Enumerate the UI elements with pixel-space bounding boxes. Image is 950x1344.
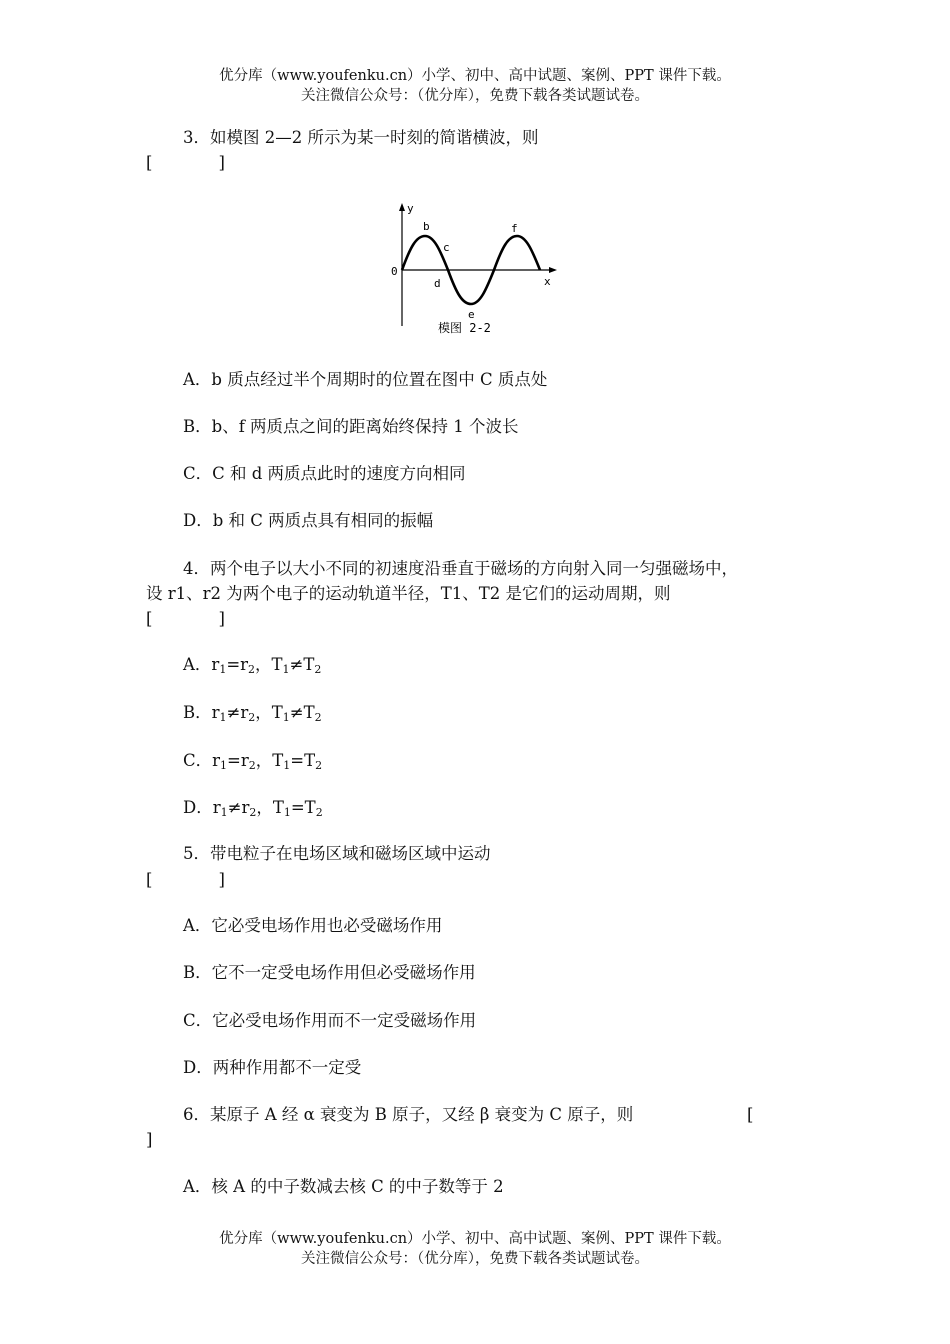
- footer-line-1: 优分库（www.youfenku.cn）小学、初中、高中试题、案例、PPT 课件下载。: [219, 1231, 731, 1247]
- q3-stem: 3．如模图 2—2 所示为某一时刻的简谐横波，则: [183, 128, 539, 147]
- bracket-close: ]: [218, 153, 225, 172]
- bracket-close: ]: [218, 609, 225, 628]
- q3-option-b: B．b、f 两质点之间的距离始终保持 1 个波长: [183, 417, 519, 436]
- q5-option-c: C．它必受电场作用而不一定受磁场作用: [183, 1011, 477, 1030]
- label-origin: 0: [391, 265, 398, 278]
- bracket-open: [: [146, 870, 153, 889]
- label-x: x: [544, 275, 551, 288]
- bracket-open: [: [146, 153, 153, 172]
- label-y: y: [407, 202, 414, 215]
- figure-caption: 模图 2-2: [438, 321, 491, 335]
- q5-stem: 5．带电粒子在电场区域和磁场区域中运动: [183, 844, 491, 863]
- bracket-open: [: [146, 609, 153, 628]
- footer-line-2: 关注微信公众号：（优分库），免费下载各类试题试卷。: [301, 1251, 649, 1267]
- q3-option-c: C．C 和 d 两质点此时的速度方向相同: [183, 464, 466, 483]
- label-d: d: [434, 277, 441, 290]
- header-line-1: 优分库（www.youfenku.cn）小学、初中、高中试题、案例、PPT 课件下载。: [219, 68, 731, 84]
- q4-stem-line-1: 4．两个电子以大小不同的初速度沿垂直于磁场的方向射入同一匀强磁场中，: [183, 559, 738, 578]
- q4-option-c: C．$r_1=r_2$，$T_1=T_2$: [183, 751, 323, 772]
- wave-figure: [388, 198, 568, 340]
- q4-answer-bracket: [146, 608, 225, 630]
- q4-option-d: D．$r_1\ne r_2$，$T_1=T_2$: [183, 798, 323, 819]
- q4-stem-line-2: 设 r1、r2 为两个电子的运动轨道半径，T1、T2 是它们的运动周期，则: [146, 584, 671, 603]
- q5-option-d: D．两种作用都不一定受: [183, 1058, 362, 1077]
- x-axis-arrow: [549, 267, 557, 273]
- bracket-close: ]: [218, 870, 225, 889]
- q5-answer-bracket: [146, 869, 225, 891]
- label-f: f: [511, 222, 518, 235]
- label-b: b: [423, 220, 430, 233]
- q6-stem: 6．某原子 A 经 α 衰变为 B 原子，又经 β 衰变为 C 原子，则: [183, 1105, 634, 1124]
- q6-bracket-close: ]: [146, 1130, 153, 1149]
- label-c: c: [443, 241, 450, 254]
- y-axis-arrow: [399, 203, 405, 211]
- label-e: e: [468, 308, 475, 321]
- q6-bracket-open: [: [747, 1105, 754, 1124]
- q3-option-d: D．b 和 C 两质点具有相同的振幅: [183, 511, 434, 530]
- q3-option-a: A．b 质点经过半个周期时的位置在图中 C 质点处: [183, 370, 548, 389]
- q3-answer-bracket: [146, 152, 225, 174]
- q4-option-a: A．$r_1=r_2$，$T_1\ne T_2$: [183, 655, 322, 676]
- header-line-2: 关注微信公众号：（优分库），免费下载各类试题试卷。: [301, 88, 649, 104]
- q5-option-b: B．它不一定受电场作用但必受磁场作用: [183, 963, 476, 982]
- q5-option-a: A．它必受电场作用也必受磁场作用: [183, 916, 443, 935]
- q6-option-a: A．核 A 的中子数减去核 C 的中子数等于 2: [183, 1177, 504, 1196]
- q4-option-b: B．$r_1\ne r_2$，$T_1\ne T_2$: [183, 703, 322, 724]
